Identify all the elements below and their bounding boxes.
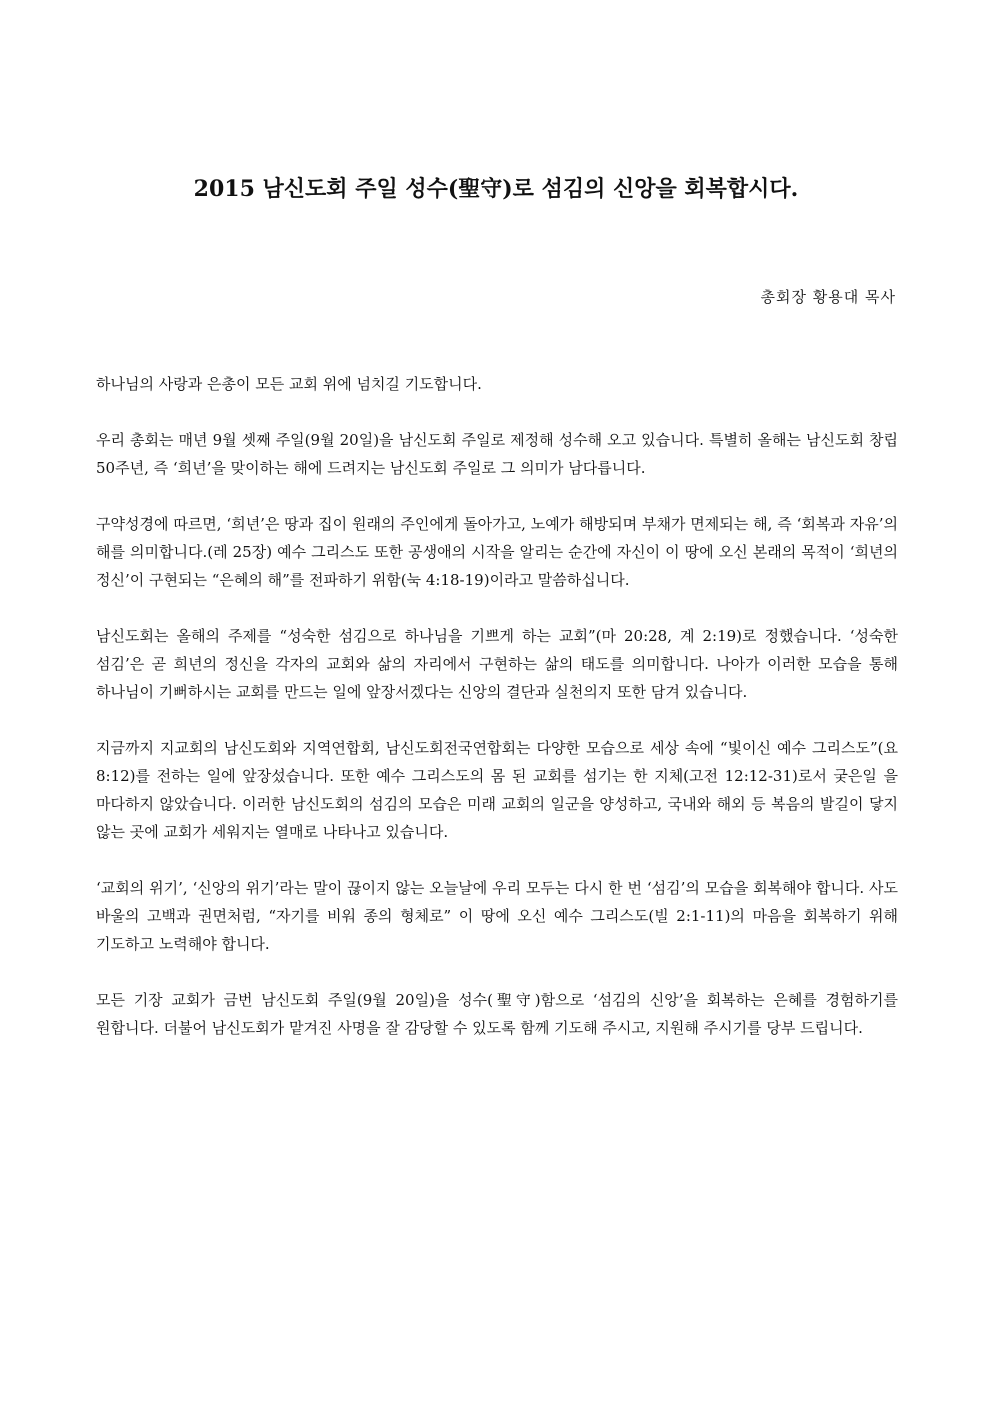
paragraph-theme: 남신도회는 올해의 주제를 “성숙한 섬김으로 하나님을 기쁘게 하는 교회”(마 20:28, 계 2:19)로 정했습니다. ‘성숙한 섬김’은 곧 희년의 정신을 각자의 교회와 삶의 자리에서 구현하는 삶의 태도를 의미합니다. 나아가 이러한 모습을 통해 하나님이 기뻐하시는 교회를 만드는 일에 앞장서겠다는 신앙의 결단과 실천의지 또한 담겨 있습니다. xyxy=(96,627,898,701)
paragraph-history: 지금까지 지교회의 남신도회와 지역연합회, 남신도회전국연합회는 다양한 모습으로 세상 속에 “빛이신 예수 그리스도”(요 8:12)를 전하는 일에 앞장섰습니다. 또한 예수 그리스도의 몸 된 교회를 섬기는 한 지체(고전 12:12-31)로서 궂은일 을 마다하지 않았습니다. 이러한 남신도회의 섬김의 모습은 미래 교회의 일군을 양성하고, 국내와 해외 등 복음의 발길이 닿지 않는 곳에 교회가 세워지는 열매로 나타나고 있습니다. xyxy=(96,739,898,841)
document-body xyxy=(96,370,898,1070)
document-title: 2015 남신도회 주일 성수(聖守)로 섬김의 신앙을 회복합시다. xyxy=(193,176,799,202)
author-line: 총회장 황용대 목사 xyxy=(760,288,896,306)
paragraph-crisis: ‘교회의 위기’, ‘신앙의 위기’라는 말이 끊이지 않는 오늘날에 우리 모두는 다시 한 번 ‘섬김’의 모습을 회복해야 합니다. 사도 바울의 고백과 권면처럼, “자기를 비워 종의 형체로” 이 땅에 오신 예수 그리스도(빌 2:1-11)의 마음을 회복하기 위해 기도하고 노력해야 합니다. xyxy=(96,879,898,953)
paragraph-men-sunday: 우리 총회는 매년 9월 셋째 주일(9월 20일)을 남신도회 주일로 제정해 성수해 오고 있습니다. 특별히 올해는 남신도회 창립 50주년, 즉 ‘희년’을 맞이하는 해에 드려지는 남신도회 주일로 그 의미가 남다릅니다. xyxy=(96,431,898,477)
paragraph-jubilee: 구약성경에 따르면, ‘희년’은 땅과 집이 원래의 주인에게 돌아가고, 노예가 해방되며 부채가 면제되는 해, 즉 ‘회복과 자유’의 해를 의미합니다.(레 25장) 예수 그리스도 또한 공생애의 시작을 알리는 순간에 자신이 이 땅에 오신 본래의 목적이 ‘희년의 정신’이 구현되는 “은혜의 해”를 전파하기 위함(눅 4:18-19)이라고 말씀하십니다. xyxy=(96,515,898,589)
paragraph-greeting: 하나님의 사랑과 은총이 모든 교회 위에 넘치길 기도합니다. xyxy=(96,375,482,393)
paragraph-closing: 모든 기장 교회가 금번 남신도회 주일(9월 20일)을 성수(聖守)함으로 ‘섬김의 신앙’을 회복하는 은혜를 경험하기를 원합니다. 더불어 남신도회가 맡겨진 사명을 잘 감당할 수 있도록 함께 기도해 주시고, 지원해 주시기를 당부 드립니다. xyxy=(96,991,898,1037)
